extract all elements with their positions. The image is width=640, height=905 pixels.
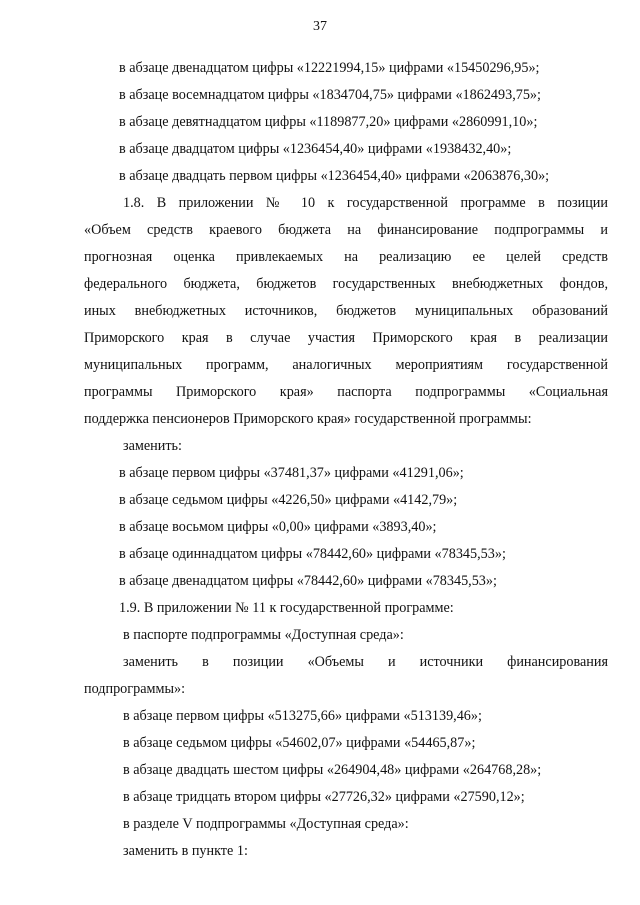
paragraph-line: в абзаце седьмом цифры «4226,50» цифрами «4142,79»; (119, 492, 458, 508)
section-paragraph-line: иных внебюджетных источников, бюджетов муниципальных образований (84, 303, 608, 319)
paragraph-line: в абзаце тридцать втором цифры «27726,32» цифрами «27590,12»; (123, 789, 525, 805)
section-paragraph-line: 1.8. В приложении № 10 к государственной программе в позиции (123, 195, 608, 211)
paragraph-line: заменить в пункте 1: (123, 843, 248, 859)
section-paragraph-line: Приморского края в случае участия Приморского края в реализации (84, 330, 608, 346)
paragraph-line: в разделе V подпрограммы «Доступная среда»: (123, 816, 409, 832)
paragraph-line: в абзаце двадцать шестом цифры «264904,48» цифрами «264768,28»; (123, 762, 542, 778)
paragraph-line: в абзаце девятнадцатом цифры «1189877,20» цифрами «2860991,10»; (119, 114, 538, 130)
paragraph-line: в абзаце восьмом цифры «0,00» цифрами «3893,40»; (119, 519, 437, 535)
paragraph-line: в абзаце первом цифры «37481,37» цифрами «41291,06»; (119, 465, 464, 481)
paragraph-line: в абзаце двенадцатом цифры «12221994,15» цифрами «15450296,95»; (119, 60, 540, 76)
paragraph-line: в абзаце одиннадцатом цифры «78442,60» цифрами «78345,53»; (119, 546, 506, 562)
paragraph-line: в абзаце двенадцатом цифры «78442,60» цифрами «78345,53»; (119, 573, 497, 589)
section-paragraph-line: федерального бюджета, бюджетов государственных внебюджетных фондов, (84, 276, 608, 292)
replace-heading: заменить: (123, 438, 182, 454)
section-paragraph-line: прогнозная оценка привлекаемых на реализацию ее целей средств (84, 249, 608, 265)
section-heading: 1.9. В приложении № 11 к государственной программе: (119, 600, 454, 616)
paragraph-line: в абзаце восемнадцатом цифры «1834704,75» цифрами «1862493,75»; (119, 87, 541, 103)
paragraph-line: в абзаце двадцатом цифры «1236454,40» цифрами «1938432,40»; (119, 141, 512, 157)
paragraph-line: заменить в позиции «Объемы и источники финансирования (123, 654, 608, 670)
paragraph-line: в паспорте подпрограммы «Доступная среда»: (123, 627, 404, 643)
section-paragraph-line: муниципальных программ, аналогичных мероприятиям государственной (84, 357, 608, 373)
paragraph-line: в абзаце двадцать первом цифры «1236454,40» цифрами «2063876,30»; (119, 168, 550, 184)
paragraph-line: подпрограммы»: (84, 681, 186, 697)
paragraph-line: в абзаце седьмом цифры «54602,07» цифрами «54465,87»; (123, 735, 476, 751)
section-paragraph-line: «Объем средств краевого бюджета на финансирование подпрограммы и (84, 222, 608, 238)
section-paragraph-line: поддержка пенсионеров Приморского края» государственной программы: (84, 411, 532, 427)
paragraph-line: в абзаце первом цифры «513275,66» цифрами «513139,46»; (123, 708, 482, 724)
page-number: 37 (313, 19, 327, 34)
section-paragraph-line: программы Приморского края» паспорта подпрограммы «Социальная (84, 384, 608, 400)
